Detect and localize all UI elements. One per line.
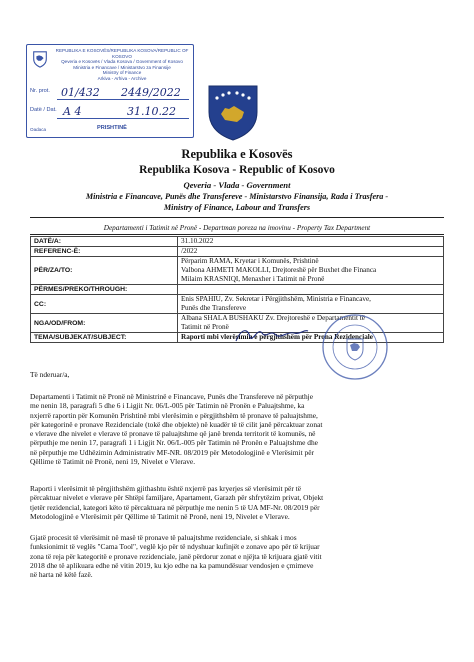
coat-of-arms-icon	[207, 84, 259, 142]
row-label: TEMA/SUBJEKAT/SUBJECT:	[31, 333, 178, 343]
salutation: Të nderuar/a,	[30, 370, 70, 379]
text-line: në përputhje me Udhëzimin Administrativ MF-NR. 08/2019 për Metodologjinë e Vlerësimit për	[30, 447, 314, 457]
table-row	[31, 237, 444, 247]
page-subtitle: Republika Kosova - Republic of Kosovo	[139, 164, 335, 176]
cc-line: Punës dhe Transfereve	[181, 304, 247, 312]
table-row	[31, 295, 444, 314]
subject-value: Raporti mbi vlerësimin e përgjithshëm për Prona Rezidenciale	[178, 333, 444, 343]
recipient: Valbona AHMETI MAKOLLI, Drejtoreshë për Buxhet dhe Financa	[181, 266, 377, 274]
text-line: e vlerave dhe nivelet e vlerave të pronave të paluajtshme që janë brenda territorit të komunës, në	[30, 429, 316, 439]
row-label: DATË/A:	[31, 237, 178, 247]
table-row	[31, 285, 444, 295]
paragraph-3	[30, 533, 444, 579]
text-line: në harta në këtë fazë.	[30, 570, 93, 580]
text-line: Metodologjinë e Vlerësimit për Qëllime të Tatimit në Pronë, neni 19, Nivelet e Vlerave.	[30, 511, 290, 521]
ministry-line-2: Ministry of Finance, Labour and Transfers	[163, 203, 311, 212]
row-label: CC:	[31, 295, 178, 314]
row-value: 31.10.2022	[178, 237, 444, 247]
stamp-ovi-label: Oadaca	[30, 127, 47, 132]
row-label: PËR/ZA/TO:	[31, 257, 178, 285]
text-line: zona të reja për kategoritë e pronave rezidenciale, janë përdorur zonat e njëjta të krijuara gjatë vitit	[30, 551, 322, 561]
stamp-code-handwritten: A 4	[63, 105, 82, 118]
row-value: /2022	[178, 247, 444, 257]
stamp-date-handwritten: 31.10.22	[127, 105, 176, 118]
text-line: 2018 dhe të aplikuara edhe në vitin 2019, ku kjo edhe na ka pamundësuar vendosjen e çmimeve	[30, 560, 314, 570]
paragraph-2	[30, 484, 444, 521]
row-value	[178, 257, 444, 285]
text-line: përcaktuar nivelet e vlerave për Shtëpi familjare, Apartament, Garazh për shfrytëzim privat, Objekt	[30, 493, 324, 503]
text-line: për kategorinë e pronave Rezidenciale (tokë dhe objekte) në kuadër të të cilit janë përcaktuar zonat	[30, 419, 323, 429]
stamp-city: PRISHTINË	[97, 125, 127, 131]
paragraph-1	[30, 392, 444, 466]
stamp-nr-label: Nr. prot.	[30, 88, 50, 94]
official-seal-icon	[320, 312, 390, 382]
stamp-line: Arkiva - Arhiva - Archive	[97, 75, 147, 81]
government-line: Qeveria - Vlada - Government	[183, 180, 291, 190]
stamp-line: Ministria e Financave / Ministarstvo za Finansije	[73, 64, 171, 70]
table-row	[31, 247, 444, 257]
stamp-underline	[57, 118, 189, 119]
stamp-line: Ministry of Finance	[102, 70, 142, 76]
kosovo-emblem-icon	[31, 50, 49, 68]
department-line: Departamenti i Tatimit në Pronë - Departman poreza na imovinu - Property Tax Department	[103, 224, 371, 232]
stamp-nr-handwritten: 01/432	[61, 86, 100, 99]
recipient: Milaim KRASNIQI, Menaxher i Tatimit në Pronë	[181, 275, 325, 283]
row-label: NGA/OD/FROM:	[31, 314, 178, 333]
row-label: PËRMES/PREKO/THROUGH:	[31, 285, 178, 295]
text-line: me nenin 18, paragrafi 5 dhe 6 i Ligjit Nr. 06/L-005 për Tatimin në Pronën e Paluajtshme, ka	[30, 401, 305, 411]
text-line: Qëllime të Tatimit në Pronë, neni 19, Nivelet e Vlerave.	[30, 457, 196, 467]
page-title: Republika e Kosovës	[181, 147, 293, 161]
stamp-line: REPUBLIKA E KOSOVËS/REPUBLIKA KOSOVA/REPUBLIC OF KOSOVO	[55, 48, 189, 59]
text-line: Raporti i vlerësimit të përgjithshëm gjithashtu është nxjerrë pas kryerjes së vlerësimit për të	[30, 484, 301, 493]
table-row	[31, 257, 444, 285]
from-line: Tatimit në Pronë	[181, 323, 229, 331]
signature-icon	[232, 323, 312, 347]
text-line: përputhje me nenin 17, paragrafi 1 i Ligjit Nr. 06/L-005 për Tatimin në Pronën e Paluajtshme dhe	[30, 438, 318, 448]
row-label: REFERENC-Ë:	[31, 247, 178, 257]
stamp-line: Qeveria e Kosovës / Vlada Kosova / Government of Kosovo	[61, 59, 183, 65]
recipient: Përparim RAMA, Kryetar i Komunës, Prishtinë	[181, 257, 319, 265]
text-line: Departamenti i Tatimit në Pronë në Ministrinë e Financave, Punës dhe Transfereve në përputhje	[30, 392, 313, 401]
header-divider	[30, 217, 444, 218]
row-value	[178, 285, 444, 295]
cc-line: Enis SPAHIU, Zv. Sekretar i Përgjithshëm, Ministria e Financave,	[181, 295, 371, 303]
stamp-date-label: Datë / Dat.	[30, 107, 57, 113]
text-line: funksionimit të veglës "Cama Tool", veglë kjo për të ndyshuar kufinjët e zonave apo për të krijuar	[30, 542, 320, 552]
ministry-line-1: Ministria e Financave, Punës dhe Transfereve - Ministarstvo Finansija, Rada i Trasfera -	[85, 192, 389, 201]
text-line: tjetër rezidencial, kategori këto të përcaktuara në përputhje me nenin 5 të UA MF-Nr. 08/2019 për	[30, 502, 320, 512]
text-line: nxjerrë raportin për Komunën Prishtinë mbi vlerësimin e përgjithshëm të pronave të paluajtshme,	[30, 410, 318, 420]
from-line: Albana SHALA BUSHAKU Zv. Drejtoreshë e Departamentit të	[181, 314, 365, 322]
stamp-nr-handwritten-2: 2449/2022	[121, 86, 181, 99]
row-value	[178, 295, 444, 314]
stamp-underline	[57, 99, 189, 100]
archive-stamp	[26, 44, 194, 138]
department-divider	[30, 234, 444, 235]
text-line: Gjatë procesit të vlerësimit në masë të pronave të paluajtshme rezidenciale, si shkak i mos	[30, 533, 297, 542]
stamp-header	[53, 48, 191, 82]
